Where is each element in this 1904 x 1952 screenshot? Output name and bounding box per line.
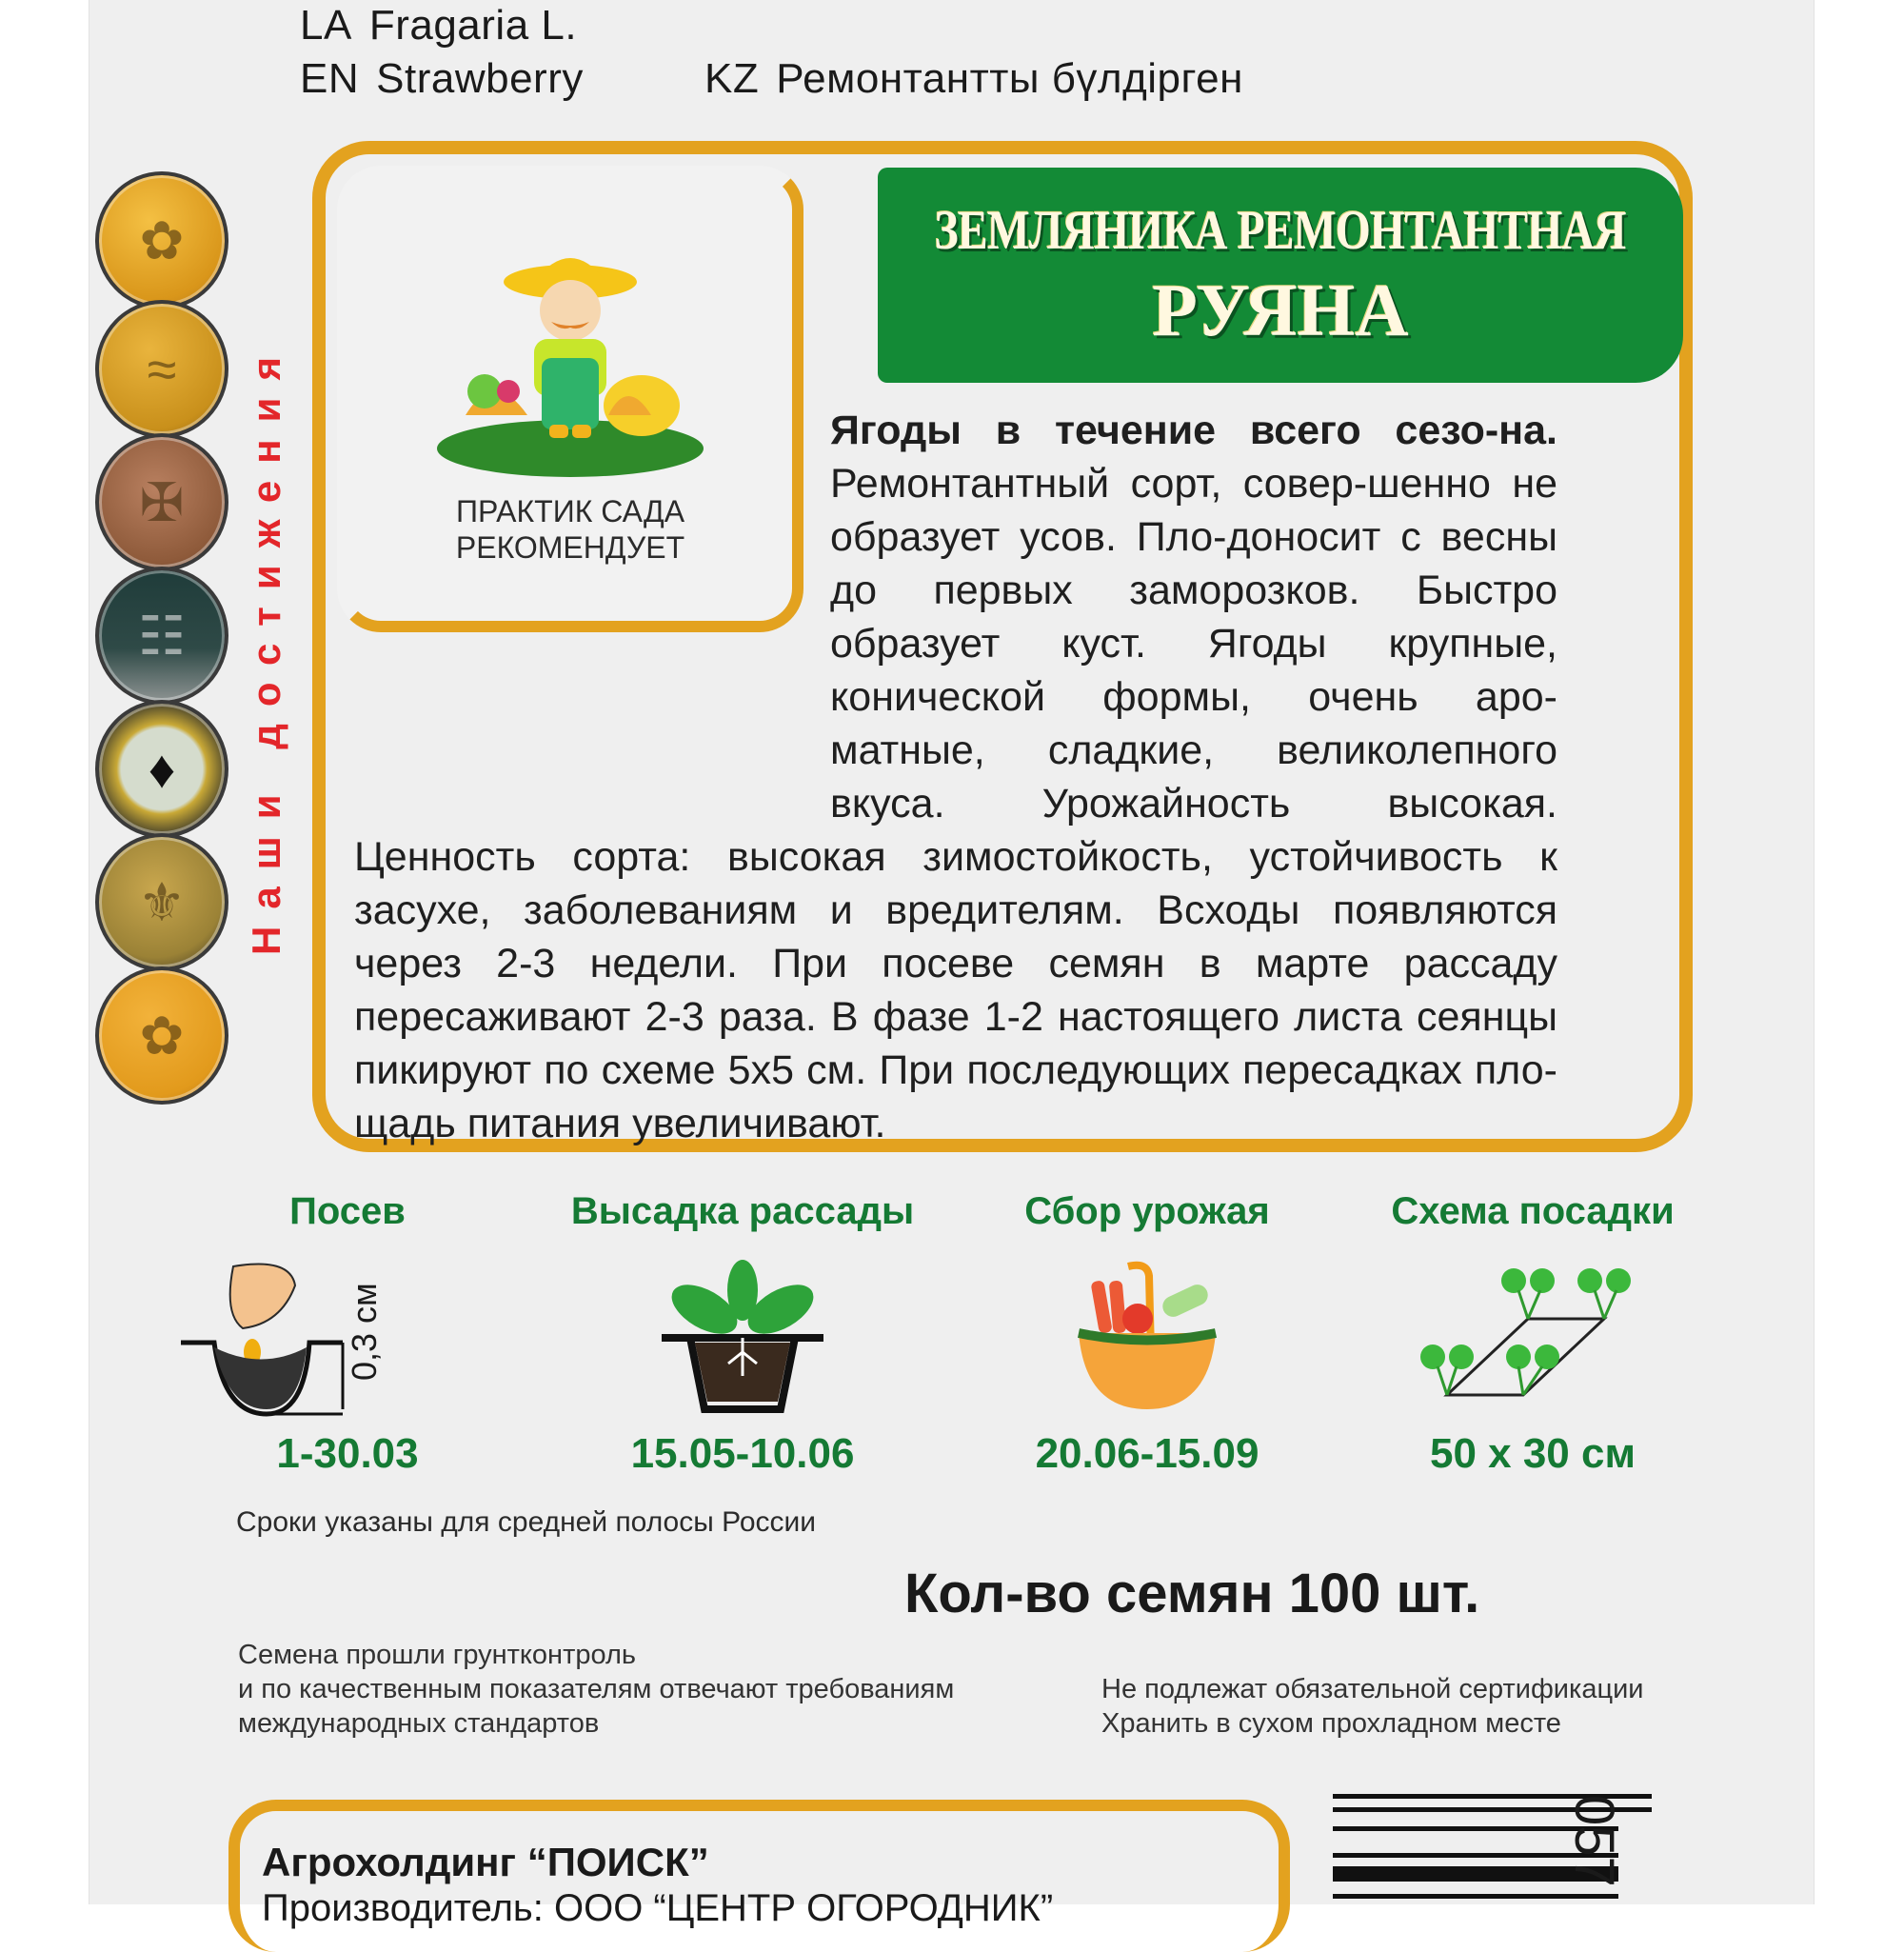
product-title-banner <box>878 168 1683 383</box>
quality-line-1: Семена прошли грунтконтроль <box>238 1640 637 1670</box>
company-maker: Производитель: ООО “ЦЕНТР ОГОРОДНИК” <box>262 1887 1054 1929</box>
stage-title: Высадка рассады <box>570 1190 915 1232</box>
latin-name-line <box>300 2 577 50</box>
english-name-line <box>300 55 584 103</box>
bronze-medal-icon: ✠ <box>95 433 228 571</box>
product-variety: РУЯНА <box>1152 268 1409 351</box>
description-lead: Ягоды в течение всего сезо-на. <box>830 408 1557 453</box>
quality-note <box>238 1638 954 1741</box>
certification-note <box>1101 1672 1643 1741</box>
stage-scheme <box>1347 1190 1718 1477</box>
planting-scheme-value: 50 х 30 см <box>1429 1430 1636 1477</box>
stage-title: Посев <box>289 1190 406 1232</box>
product-description <box>354 404 1557 1150</box>
lang-code-la: LA <box>300 2 352 49</box>
terms-note: Сроки указаны для средней полосы России <box>236 1506 817 1538</box>
barcode-digits: 057 <box>1563 1795 1625 1887</box>
seed-count: Кол-во семян 100 шт. <box>904 1563 1480 1624</box>
sowing-depth: 0,3 см <box>345 1283 384 1381</box>
company-name: Агрохолдинг “ПОИСК” <box>262 1840 709 1884</box>
achievements-label <box>238 267 295 1028</box>
quality-line-3: международных стандартов <box>238 1708 600 1739</box>
kazakh-name-line <box>704 55 1243 103</box>
achievements-label-text: Наши достижения <box>244 340 289 955</box>
english-name: Strawberry <box>376 55 584 102</box>
seedling-pot-icon <box>657 1257 828 1419</box>
quality-line-2: и по качественным показателям отвечают требованиям <box>238 1674 955 1704</box>
caption-line-1: ПРАКТИК САДА <box>455 494 685 528</box>
caption-line-2: РЕКОМЕНДУЕТ <box>455 530 685 565</box>
dark-medal-icon: ☷ <box>95 567 228 705</box>
sowing-dates: 1-30.03 <box>276 1430 419 1477</box>
transplant-dates: 15.05-10.06 <box>630 1430 855 1477</box>
storage-line: Хранить в сухом прохладном месте <box>1101 1708 1561 1739</box>
harvest-basket-icon <box>1071 1257 1223 1419</box>
lang-code-en: EN <box>300 55 360 102</box>
silver-gold-medal-icon: ♦ <box>95 700 228 838</box>
gold-medal-icon: ≈ <box>95 300 228 438</box>
stage-title: Схема посадки <box>1391 1190 1675 1232</box>
cert-line-1: Не подлежат обязательной сертификации <box>1101 1674 1644 1704</box>
stage-harvest <box>976 1190 1319 1477</box>
product-info-frame <box>312 141 1693 1152</box>
stage-transplant <box>524 1190 962 1477</box>
gold-medal-icon: ✿ <box>95 966 228 1105</box>
kazakh-name: Ремонтантты бүлдірген <box>776 55 1243 102</box>
stage-title: Сбор урожая <box>1024 1190 1270 1232</box>
stage-sowing <box>186 1190 509 1477</box>
gold-medal-icon: ✿ <box>95 171 228 309</box>
description-body: Ремонтантный сорт, совер-шенно не образует усов. Пло-доносит с весны до первых заморозков. Быстро образует куст. Ягоды крупные, конической формы, очень аро-матные, сладкие, великолепного вкуса. Урожайность высокая. Ценность сорта: высокая зимостойкость, устойчивость к засухе, заболеваниям и вредителям. Всходы появляются через 2-3 недели. При посеве семян в марте рассаду пересаживают 2-3 раза. В фазе 1-2 настоящего листа сеянцы пикируют по схеме 5х5 см. При последующих пересадках пло-щадь питания увеличивают. <box>354 461 1557 1146</box>
product-category: ЗЕМЛЯНИКА РЕМОНТАНТНАЯ <box>935 198 1626 261</box>
sowing-hand-icon <box>176 1257 405 1419</box>
latin-name: Fragaria L. <box>368 2 578 49</box>
lang-code-kz: KZ <box>704 55 760 102</box>
harvest-dates: 20.06-15.09 <box>1035 1430 1259 1477</box>
gold-dark-medal-icon: ⚜ <box>95 833 228 971</box>
planting-scheme-icon <box>1409 1257 1656 1409</box>
growing-stages <box>186 1190 1728 1495</box>
